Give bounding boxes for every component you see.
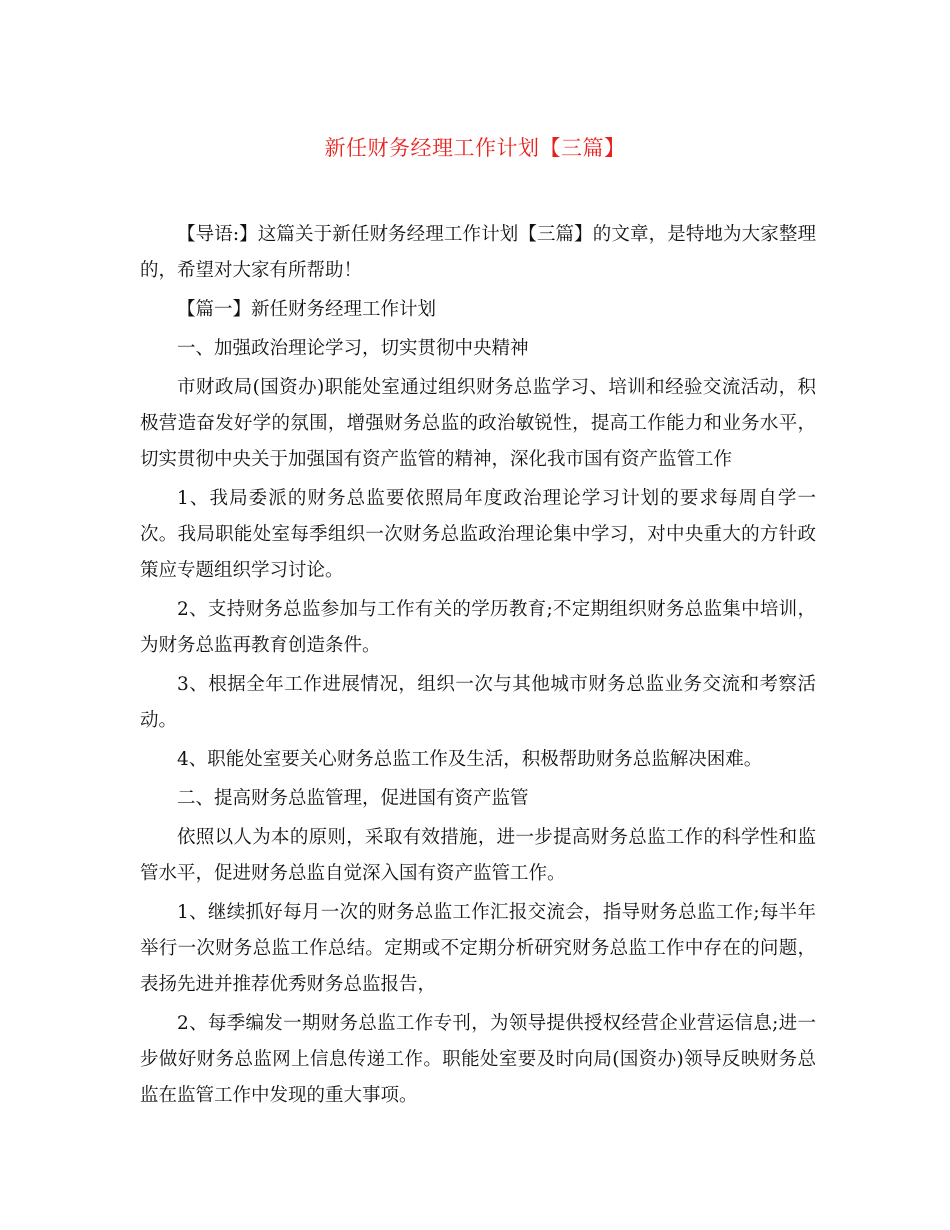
list-item: 1、我局委派的财务总监要依照局年度政治理论学习计划的要求每周自学一次。我局职能处室每季组织一次财务总监政治理论集中学习，对中央重大的方针政策应专题组织学习讨论。 bbox=[140, 488, 816, 581]
list-item: 3、根据全年工作进展情况，组织一次与其他城市财务总监业务交流和考察活动。 bbox=[140, 674, 816, 731]
body-paragraph: 依照以人为本的原则，采取有效措施，进一步提高财务总监工作的科学性和监管水平，促进财务总监自觉深入国有资产监管工作。 bbox=[140, 827, 816, 884]
subheading-management: 二、提高财务总监管理，促进国有资产监管 bbox=[177, 788, 529, 809]
list-item: 2、每季编发一期财务总监工作专刊，为领导提供授权经营企业营运信息;进一步做好财务总监网上信息传递工作。职能处室要及时向局(国资办)领导反映财务总监在监管工作中发现的重大事项。 bbox=[140, 1013, 816, 1106]
body-paragraph: 市财政局(国资办)职能处室通过组织财务总监学习、培训和经验交流活动，积极营造奋发好学的氛围，增强财务总监的政治敏锐性，提高工作能力和业务水平，切实贯彻中央关于加强国有资产监管的精神，深化我市国有资产监管工作 bbox=[140, 377, 816, 470]
list-item: 1、继续抓好每月一次的财务总监工作汇报交流会，指导财务总监工作;每半年举行一次财务总监工作总结。定期或不定期分析研究财务总监工作中存在的问题，表扬先进并推荐优秀财务总监报告， bbox=[140, 902, 816, 995]
list-item: 2、支持财务总监参加与工作有关的学历教育;不定期组织财务总监集中培训，为财务总监再教育创造条件。 bbox=[140, 599, 816, 656]
list-item: 4、职能处室要关心财务总监工作及生活，积极帮助财务总监解决困难。 bbox=[177, 749, 763, 770]
subheading-political-study: 一、加强政治理论学习，切实贯彻中央精神 bbox=[177, 338, 529, 359]
intro-paragraph: 【导语:】这篇关于新任财务经理工作计划【三篇】的文章，是特地为大家整理的，希望对大家有所帮助！ bbox=[140, 224, 816, 281]
document-title: 新任财务经理工作计划【三篇】 bbox=[324, 136, 626, 160]
section-heading-part-one: 【篇一】新任财务经理工作计划 bbox=[177, 299, 437, 320]
document-body bbox=[140, 217, 816, 1117]
